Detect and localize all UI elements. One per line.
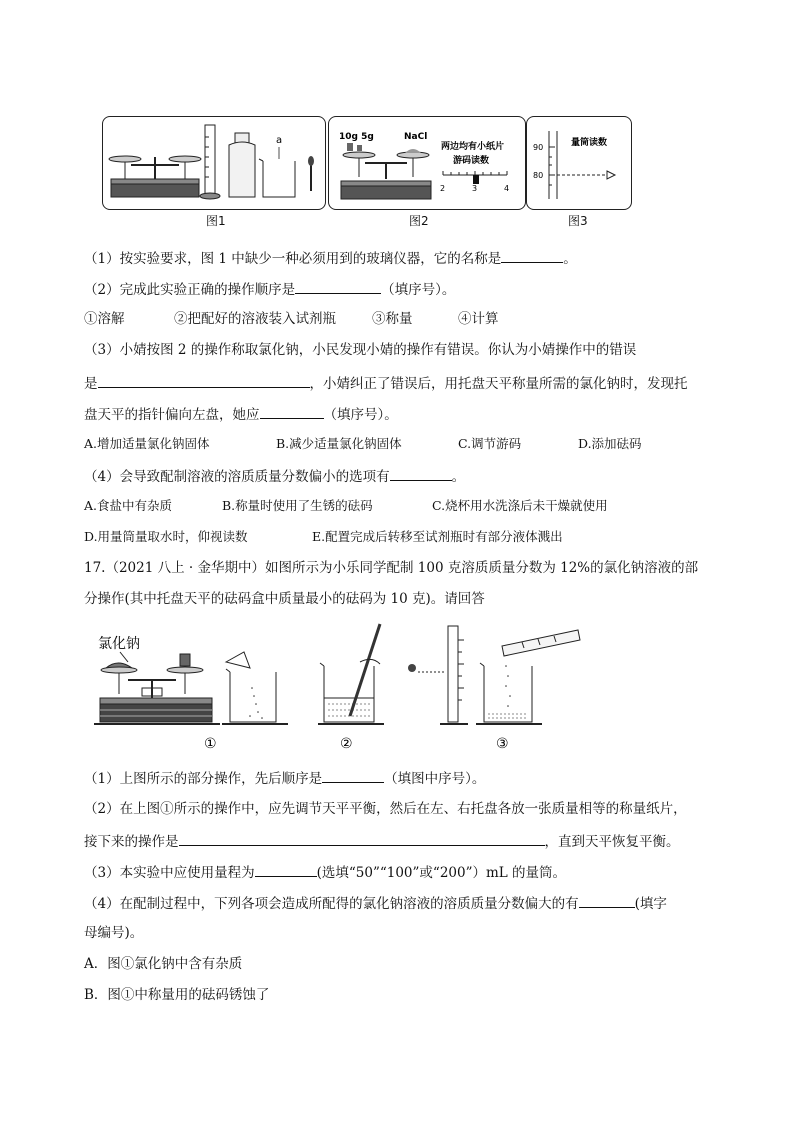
figure-2-note-2: 游码读数 — [453, 156, 490, 166]
figure-1-label-a: a — [276, 135, 283, 146]
q17-part2-pre: 接下来的操作是 — [84, 834, 179, 850]
figure-2-nacl-label: NaCl — [404, 132, 428, 142]
q17-line-6 — [84, 924, 143, 942]
q17-line-4 — [84, 862, 566, 882]
figure-3-80-label: 80 — [533, 171, 544, 180]
q16-opt4-b: B.称量时使用了生锈的砝码 — [222, 498, 373, 513]
q16-part3-blank-2[interactable] — [260, 404, 324, 419]
q16-part4-text: （4）会导致配制溶液的溶质质量分数偏小的选项有 — [84, 469, 390, 485]
figure-2-tick-3: 3 — [472, 184, 478, 193]
q16-part2-end: （填序号）。 — [381, 282, 456, 298]
q16-line-3 — [84, 341, 636, 359]
q16-part3-mid: ，小婧纠正了错误后，用托盘天平称量所需的氯化钠时，发现托 — [309, 376, 688, 392]
q16-part1-end: 。 — [563, 251, 577, 267]
q17-part4-cont: 母编号)。 — [84, 925, 144, 941]
q17-part3-blank[interactable] — [255, 862, 317, 877]
figure-2-tick-2: 2 — [440, 184, 446, 193]
figure-2-caption: 图2 — [409, 214, 429, 228]
figure-number-3: ③ — [496, 736, 509, 752]
figure-1-panel — [102, 116, 326, 210]
q16-opt4-c: C.烧杯用水洗涤后未干燥就使用 — [432, 498, 608, 513]
q16-line-5 — [84, 404, 398, 424]
figure-row-2 — [92, 616, 612, 756]
figure-2-drawing — [329, 117, 525, 209]
q16-opt4-a: A.食盐中有杂质 — [84, 498, 173, 513]
figure-2-panel — [328, 116, 526, 210]
q17-part1-blank[interactable] — [322, 768, 384, 783]
q16-line-6 — [84, 466, 465, 486]
q17-part2-text: （2）在上图①所示的操作中，应先调节天平平衡，然后在左、右托盘各放一张质量相等的称量纸片， — [84, 801, 687, 817]
q16-opt2-2: ②把配好的溶液装入试剂瓶 — [174, 311, 336, 327]
q17-intro-1 — [84, 559, 698, 577]
q17-part2-blank[interactable] — [179, 831, 545, 846]
q16-opt2-4: ④计算 — [458, 311, 499, 327]
q17-part4-blank[interactable] — [579, 893, 635, 908]
figure-3-drawing — [527, 117, 631, 209]
q16-options-3 — [84, 435, 642, 453]
q17-intro-text-2: 分操作(其中托盘天平的砝码盒中质量最小的砝码为 10 克)。请回答 — [84, 591, 485, 607]
q17-part1-end: （填图中序号）。 — [384, 771, 486, 787]
figure-number-2: ② — [340, 736, 353, 752]
figure-3-caption: 图3 — [568, 214, 588, 228]
figure-3-panel — [526, 116, 632, 210]
q17-part1-text: （1）上图所示的部分操作，先后顺序是 — [84, 771, 323, 787]
q16-part3-text: （3）小婧按图 2 的操作称取氯化钠，小民发现小婧的操作有错误。你认为小婧操作中的错误 — [84, 342, 637, 358]
q17-line-5 — [84, 893, 667, 913]
q16-part3-pre2: 盘天平的指针偏向左盘，她应 — [84, 407, 260, 423]
q16-line-1 — [84, 248, 577, 268]
q16-part1-text: （1）按实验要求，图 1 中缺少一种必须用到的玻璃仪器，它的名称是 — [84, 251, 502, 267]
q16-line-2 — [84, 279, 455, 299]
figure-2-tick-4: 4 — [504, 184, 510, 193]
q16-opt4-e: E.配置完成后转移至试剂瓶时有部分液体溅出 — [312, 529, 563, 544]
q17-part2-end: ，直到天平恢复平衡。 — [544, 834, 680, 850]
q16-part2-text: （2）完成此实验正确的操作顺序是 — [84, 282, 296, 298]
q16-part1-blank[interactable] — [501, 248, 563, 263]
q17-intro-2 — [84, 590, 485, 608]
q17-intro-text-1: 17.（2021 八上 · 金华期中）如图所示为小乐同学配制 100 克溶质质量分数为 12%的氯化钠溶液的部 — [84, 560, 699, 576]
q16-part3-blank-1[interactable] — [98, 373, 310, 388]
q16-part3-pre: 是 — [84, 376, 98, 392]
q16-part4-end: 。 — [451, 469, 466, 485]
q17-part4-pre: （4）在配制过程中，下列各项会造成所配得的氯化钠溶液的溶质质量分数偏大的有 — [84, 896, 579, 912]
q16-options-4a — [84, 497, 608, 515]
figure-2-weights-label: 10g 5g — [339, 132, 374, 142]
figure-row-1 — [102, 116, 632, 228]
q16-line-4 — [84, 373, 688, 393]
q17-part3-pre: （3）本实验中应使用量程为 — [84, 865, 255, 881]
q16-part3-end: （填序号）。 — [323, 407, 398, 423]
q17-opt-a: A．图①氯化钠中含有杂质 — [84, 956, 243, 972]
figure-number-1: ① — [204, 736, 217, 752]
q17-line-1 — [84, 768, 485, 788]
q16-opt3-d: D.添加砝码 — [578, 436, 642, 451]
q16-opt2-3: ③称量 — [372, 311, 413, 327]
figure-nacl-label: 氯化钠 — [98, 636, 140, 652]
q16-opt3-b: B.减少适量氯化钠固体 — [276, 436, 402, 451]
q16-opt3-a: A.增加适量氯化钠固体 — [84, 436, 210, 451]
q16-opt2-1: ①溶解 — [84, 311, 125, 327]
q16-options-2 — [84, 310, 499, 328]
figure-1-caption: 图1 — [206, 214, 226, 228]
figure-1-drawing — [103, 117, 325, 209]
q17-part4-end: (填字 — [634, 896, 667, 912]
q16-opt3-c: C.调节游码 — [458, 436, 522, 451]
q16-part4-blank[interactable] — [390, 466, 452, 481]
q17-line-2 — [84, 800, 687, 818]
figure-3-90-label: 90 — [533, 143, 544, 152]
figure-2-note-1: 两边均有小纸片 — [441, 142, 505, 152]
q16-opt4-d: D.用量筒量取水时，仰视读数 — [84, 529, 248, 544]
q16-options-4b — [84, 528, 563, 546]
q17-option-b — [84, 986, 269, 1004]
figure-3-title: 量筒读数 — [571, 138, 608, 148]
q17-opt-b: B．图①中称量用的砝码锈蚀了 — [84, 987, 270, 1003]
q17-option-a — [84, 955, 242, 973]
q17-line-3 — [84, 831, 680, 851]
q17-part3-end: (选填“50”“100”或“200”）mL 的量筒。 — [316, 865, 567, 881]
q16-part2-blank[interactable] — [295, 279, 381, 294]
